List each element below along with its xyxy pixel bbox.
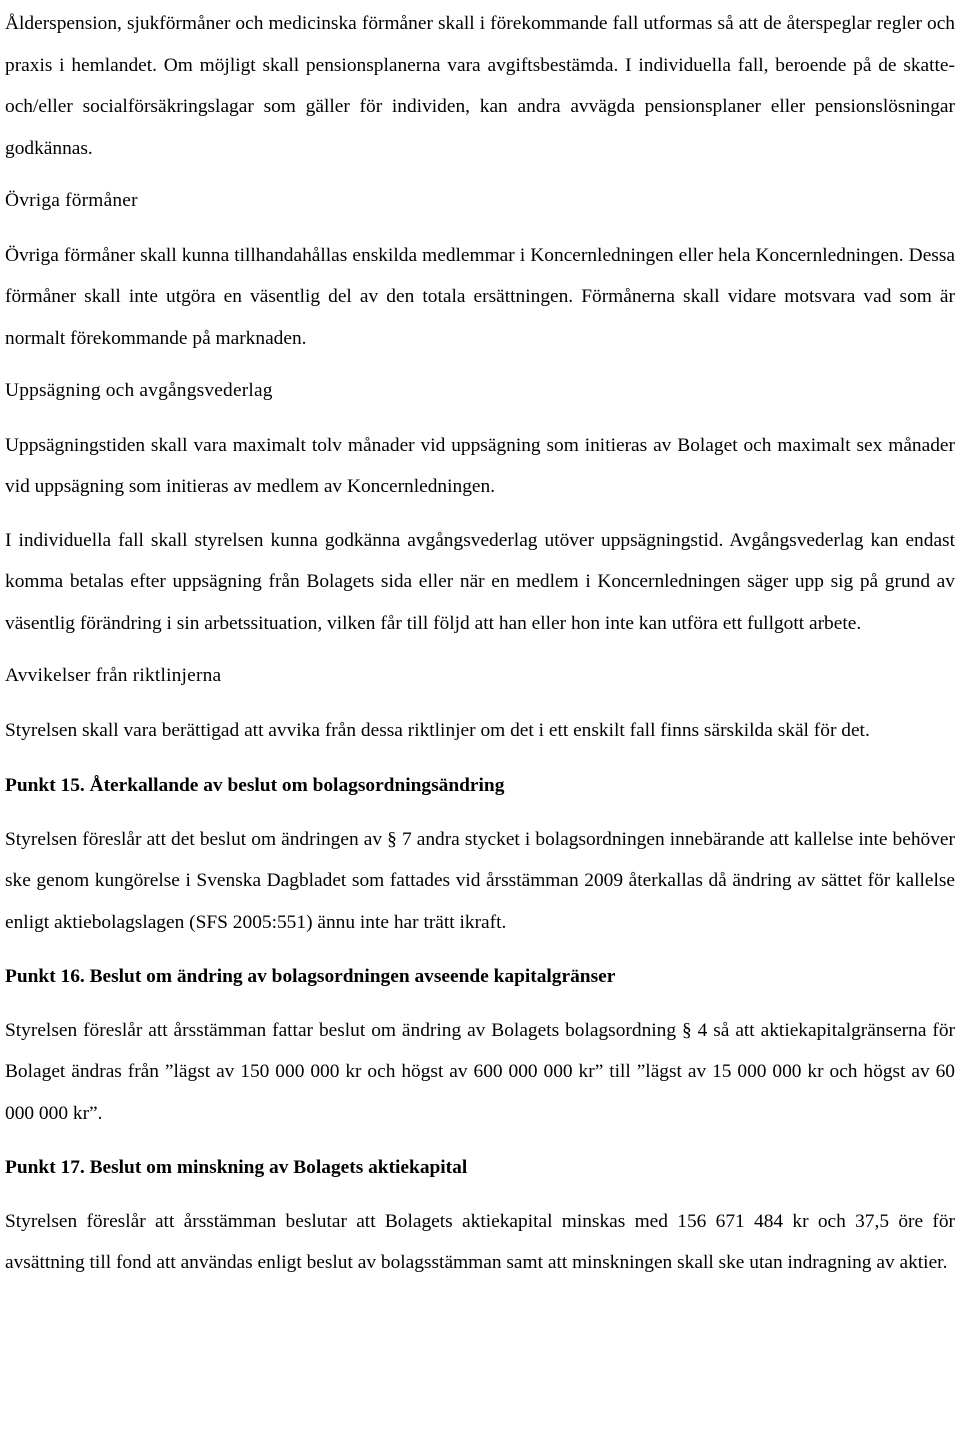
paragraph-ovriga-formaner: Övriga förmåner skall kunna tillhandahållas enskilda medlemmar i Koncernledningen eller hela Koncernledningen. Dessa förmåner skall inte utgöra en väsentlig del av den totala ersättningen. Förmånerna skall vidare motsvara vad som är normalt förekommande på marknaden. [5, 244, 955, 349]
heading-punkt-16: Punkt 16. Beslut om ändring av bolagsordningen avseende kapitalgränser [5, 966, 616, 987]
paragraph-avvikelser: Styrelsen skall vara berättigad att avvika från dessa riktlinjer om det i ett enskilt fall finns särskilda skäl för det. [5, 719, 870, 741]
heading-punkt-15: Punkt 15. Återkallande av beslut om bolagsordningsändring [5, 775, 505, 796]
paragraph-avgangsvederlag: I individuella fall skall styrelsen kunna godkänna avgångsvederlag utöver uppsägningstid. Avgångsvederlag kan endast komma betalas efter uppsägning från Bolagets sida eller när en medlem i Koncernledningen säger upp sig på grund av väsentlig förändring i sin arbetssituation, vilken får till följd att han eller hon inte kan utföra ett fullgott arbete. [5, 529, 955, 634]
paragraph-punkt-16: Styrelsen föreslår att årsstämman fattar beslut om ändring av Bolagets bolagsordning § 4 så att aktiekapitalgränserna för Bolaget ändras från ”lägst av 150 000 000 kr och högst av 600 000 000 kr” till ”lägst av 15 000 000 kr och högst av 60 000 000 kr”. [5, 1019, 955, 1124]
subheading-uppsagning: Uppsägning och avgångsvederlag [5, 380, 273, 401]
subheading-ovriga-formaner: Övriga förmåner [5, 190, 138, 211]
subheading-avvikelser: Avvikelser från riktlinjerna [5, 665, 222, 686]
paragraph-pension: Ålderspension, sjukförmåner och medicinska förmåner skall i förekommande fall utformas så att de återspeglar regler och praxis i hemlandet. Om möjligt skall pensionsplanerna vara avgiftsbestämda. I individuella fall, beroende på de skatte- och/eller socialförsäkringslagar som gäller för individen, kan andra avvägda pensionsplaner eller pensionslösningar godkännas. [5, 13, 955, 159]
paragraph-punkt-17: Styrelsen föreslår att årsstämman beslutar att Bolagets aktiekapital minskas med 156 671 484 kr och 37,5 öre för avsättning till fond att användas enligt beslut av bolagsstämman samt att minskningen skall ske utan indragning av aktier. [5, 1210, 955, 1273]
paragraph-uppsagningstid: Uppsägningstiden skall vara maximalt tolv månader vid uppsägning som initieras av Bolaget och maximalt sex månader vid uppsägning som initieras av medlem av Koncernledningen. [5, 434, 955, 497]
heading-punkt-17: Punkt 17. Beslut om minskning av Bolagets aktiekapital [5, 1157, 468, 1178]
paragraph-punkt-15: Styrelsen föreslår att det beslut om ändringen av § 7 andra stycket i bolagsordningen innebärande att kallelse inte behöver ske genom kungörelse i Svenska Dagbladet som fattades vid årsstämman 2009 återkallas då ändring av sättet för kallelse enligt aktiebolagslagen (SFS 2005:551) ännu inte har trätt ikraft. [5, 828, 955, 933]
